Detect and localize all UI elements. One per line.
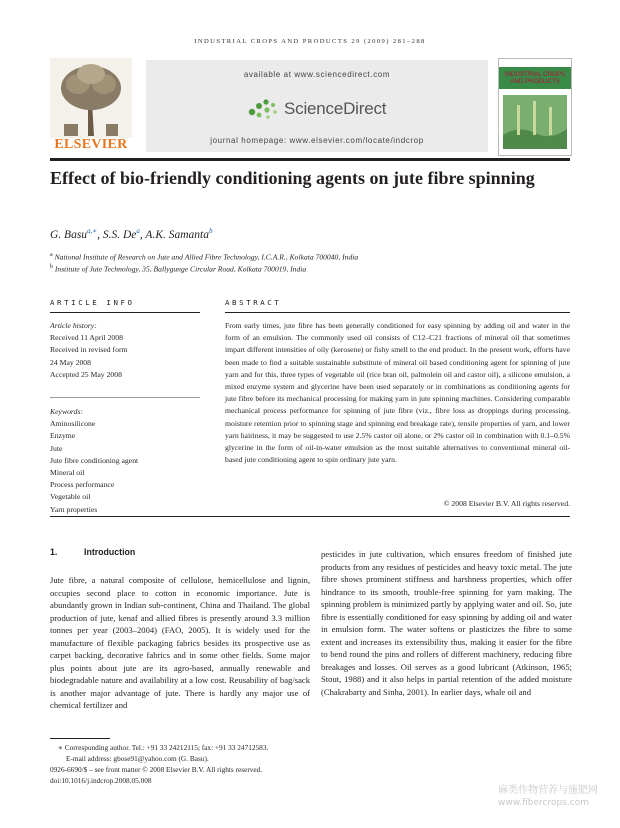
affiliation-mark: b bbox=[50, 264, 53, 270]
introduction-heading bbox=[50, 547, 135, 557]
history-divider bbox=[50, 397, 200, 398]
affiliation-a bbox=[50, 252, 358, 262]
author-name[interactable]: S.S. De bbox=[102, 228, 137, 241]
doi-link[interactable]: doi:10.1016/j.indcrop.2008.05.008 bbox=[50, 776, 152, 785]
article-info-heading: ARTICLE INFO bbox=[50, 298, 135, 307]
history-line: Accepted 25 May 2008 bbox=[50, 369, 122, 379]
available-at-link[interactable]: available at www.sciencedirect.com bbox=[243, 70, 391, 79]
author-marks[interactable]: a bbox=[136, 227, 140, 235]
journal-homepage-link[interactable]: journal homepage: www.elsevier.com/locate/indcrop bbox=[210, 136, 424, 145]
keyword: Aminosilicone bbox=[50, 419, 96, 429]
abstract-heading: ABSTRACT bbox=[225, 298, 282, 307]
affiliation-b bbox=[50, 264, 306, 274]
keyword: Vegetable oil bbox=[50, 492, 91, 502]
history-label: Article history: bbox=[50, 321, 97, 330]
watermark-line: www.fibercrops.com bbox=[498, 798, 589, 808]
author-list: G. Basu$^{a,∗}$, S.S. De$^a$, A.K. Samanta$^b$ bbox=[50, 227, 213, 241]
front-matter-divider bbox=[50, 516, 570, 517]
author-marks[interactable]: b bbox=[209, 227, 213, 235]
abstract-copyright: © 2008 Elsevier B.V. All rights reserved. bbox=[443, 499, 570, 508]
keyword: Process performance bbox=[50, 480, 115, 490]
keywords-block bbox=[50, 406, 200, 516]
elsevier-tree-logo-icon bbox=[50, 58, 132, 138]
article-title: Effect of bio-friendly conditioning agents on jute fibre spinning bbox=[50, 168, 535, 188]
corresponding-author-note: ∗ Corresponding author. Tel.: +91 33 24212115; fax: +91 33 24712583. bbox=[58, 743, 269, 752]
abstract-rule bbox=[225, 312, 570, 313]
keyword: Yarn properties bbox=[50, 504, 98, 514]
author-marks[interactable]: a,∗ bbox=[87, 227, 98, 235]
history-line: Received in revised form bbox=[50, 345, 128, 355]
keywords-label: Keywords: bbox=[50, 407, 84, 416]
keyword: Mineral oil bbox=[50, 468, 85, 478]
affiliation-mark: a bbox=[50, 252, 53, 258]
front-matter-note: 0926-6690/$ – see front matter © 2008 Elsevier B.V. All rights reserved. bbox=[50, 765, 263, 774]
header-divider bbox=[50, 158, 570, 161]
abstract-text: From early times, jute fibre has been generally conditioned for easy spinning by adding oil and water in the form of an emulsion. The commonly used oil consists of C12–C21 fractions of mineral oil that sometimes impart different intensities of oily (kerosene) or fishy smell to the end product. In the present work, efforts have been made to find a suitable sustainable substitute of mineral oil based conditioning agent for spinning of jute yarn and for this, three types of vegetable oil (rice bran oil, palmolein oil and castor oil), a silicone emulsion, a mixed enzyme system and glycerine have been used separately or in combinations as conditioning agents for jute fibre before its mechanical processing for making yarn in jute spinning machines. Considering comparable mechanical process performance for spinning of jute fibre (viz., fibre loss as droppings during processing, moisture retention prior to spinning stage and spinning end breakage rate), tensile properties of yarn, and lower yarn hairiness, it may be suggested to use 2.5% castor oil alone, or 2% castor oil in combination with 0.1–0.5% glycerine in the form of oil-in-water emulsion as the most suitable alternatives to conventional mineral oil-based jute conditioning agent to spin ordinary jute yarn. bbox=[225, 321, 570, 465]
affiliation-text: Institute of Jute Technology, 35, Ballygunge Circular Road, Kolkata 700019, India bbox=[54, 264, 307, 274]
history-line: 24 May 2008 bbox=[50, 357, 91, 367]
intro-column-right: pesticides in jute cultivation, which ensures freedom of finished jute products from any residues of pesticides and heavy toxic metal. The jute fibre shows prominent stiffness and harshness properties, which offer hindrance to its smooth, trouble-free spinning for yarn making. The spinning problem is minimized partly by applying water and oil. So, jute fibre is essentially conditioned for easy spinning by adding oil and water in emulsion form. The water softens or plasticizes the fibre to some extent and increases its extensibility thus, making it easier for the fibre to bend round the pins and rollers of different machinery, reducing fibre breakages and losses. Oil serves as a good lubricant (Atkinson, 1965; Stout, 1988) and it also helps in partial retention of the added moisture (Chakrabarty and Sinha, 2001). In earlier days, whale oil and bbox=[321, 549, 572, 698]
article-info-rule bbox=[50, 312, 200, 313]
cover-photo-icon bbox=[503, 95, 567, 149]
keyword: Jute fibre conditioning agent bbox=[50, 455, 139, 465]
intro-column-left: Jute fibre, a natural composite of cellulose, hemicellulose and lignin, occupies second place to cotton in economic importance. Jute is abundantly grown in Indian sub-continent, China and Thailand. The global production of jute, kenaf and allied fibres is presently around 3.3 million tonnes per year (2003–2004) (FAO, 2005). It is widely used for the manufacture of flexible packaging fabrics besides its prospective use as carpet backing, decorative fabrics and in some other fields. Some major plus points about jute are its agro-based, annually renewable and biodegradable nature and availability at a low cost. Reusability of bag/sack is another major advantage of jute. There is hardly any major use of chemical fertilizer and bbox=[50, 575, 310, 711]
journal-citation-line: INDUSTRIAL CROPS AND PRODUCTS 29 (2009) 281–288 bbox=[194, 38, 426, 45]
keyword: Jute bbox=[50, 443, 63, 453]
article-history bbox=[50, 320, 200, 381]
history-line: Received 11 April 2008 bbox=[50, 333, 123, 343]
sciencedirect-logo[interactable] bbox=[246, 96, 406, 124]
sciencedirect-name: ScienceDirect bbox=[284, 99, 387, 118]
journal-cover-thumbnail[interactable] bbox=[498, 58, 572, 156]
author-name[interactable]: G. Basu bbox=[50, 228, 88, 241]
section-title: Introduction bbox=[84, 547, 136, 557]
keyword: Enzyme bbox=[50, 431, 76, 441]
footnote-rule bbox=[50, 738, 110, 739]
email-note[interactable]: E-mail address: gbose91@yahoo.com (G. Basu). bbox=[66, 754, 209, 763]
section-number: 1. bbox=[50, 547, 58, 557]
site-watermark bbox=[498, 784, 620, 810]
cover-title: INDUSTRIAL CROPS AND PRODUCTS bbox=[504, 71, 566, 85]
watermark-line: 麻类作物营养与施肥网 bbox=[498, 785, 598, 796]
elsevier-logo-text: ELSEVIER bbox=[54, 137, 128, 152]
affiliation-text: National Institute of Research on Jute and Allied Fibre Technology, I.C.A.R., Kolkata 700040, India bbox=[54, 252, 359, 262]
sciencedirect-dots-icon bbox=[246, 96, 282, 122]
author-name[interactable]: A.K. Samanta bbox=[145, 228, 209, 241]
